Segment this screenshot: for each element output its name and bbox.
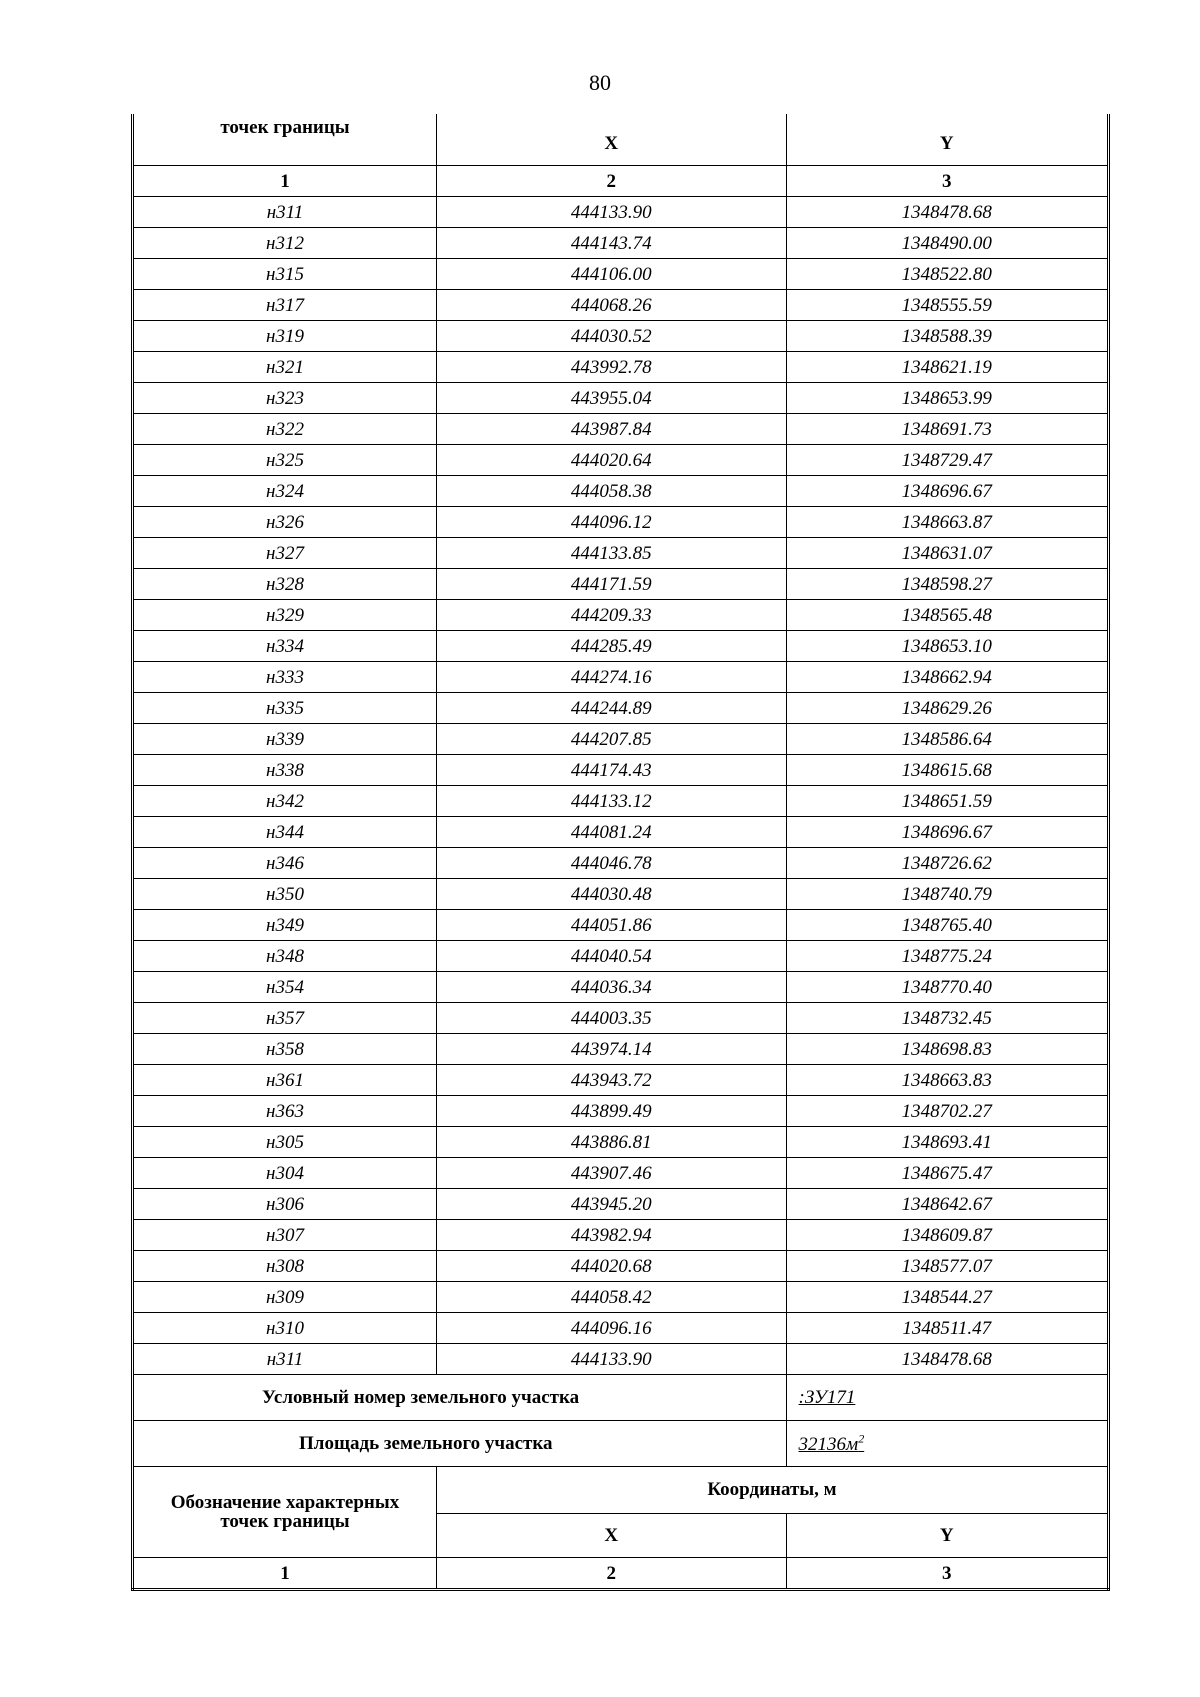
column-number: 2 — [436, 166, 786, 197]
x-coordinate-cell: 444051.86 — [436, 910, 786, 941]
x-coordinate-cell: 444081.24 — [436, 817, 786, 848]
point-id-cell: н306 — [133, 1189, 437, 1220]
point-id-cell: н344 — [133, 817, 437, 848]
column-number: 3 — [786, 1558, 1108, 1590]
y-coordinate-cell: 1348621.19 — [786, 352, 1108, 383]
x-coordinate-cell: 444274.16 — [436, 662, 786, 693]
x-coordinate-cell: 444133.90 — [436, 197, 786, 228]
x-coordinate-cell: 443945.20 — [436, 1189, 786, 1220]
table-row — [133, 755, 1109, 786]
table-row — [133, 228, 1109, 259]
y-coordinate-cell: 1348555.59 — [786, 290, 1108, 321]
y-coordinate-cell: 1348478.68 — [786, 1344, 1108, 1375]
point-id-cell: н348 — [133, 941, 437, 972]
point-id-cell: н342 — [133, 786, 437, 817]
table-row — [133, 1282, 1109, 1313]
table-row — [133, 972, 1109, 1003]
table-row — [133, 848, 1109, 879]
column-number-row — [133, 1558, 1109, 1590]
point-id-cell: н312 — [133, 228, 437, 259]
point-id-cell: н338 — [133, 755, 437, 786]
point-id-cell: н309 — [133, 1282, 437, 1313]
x-coordinate-cell: 444207.85 — [436, 724, 786, 755]
point-id-cell: н329 — [133, 600, 437, 631]
point-id-cell: н310 — [133, 1313, 437, 1344]
points-designation-line1: Обозначение характерных — [170, 1492, 400, 1513]
point-id-cell: н354 — [133, 972, 437, 1003]
column-number: 1 — [133, 1558, 437, 1590]
table-row — [133, 445, 1109, 476]
coordinates-table-body — [133, 114, 1109, 1590]
parcel-area-label: Площадь земельного участка — [133, 1421, 787, 1467]
table-row — [133, 1065, 1109, 1096]
x-coordinate-cell: 444174.43 — [436, 755, 786, 786]
point-id-cell: н304 — [133, 1158, 437, 1189]
y-coordinate-cell: 1348522.80 — [786, 259, 1108, 290]
x-coordinate-cell: 444058.42 — [436, 1282, 786, 1313]
page-number: 80 — [589, 70, 611, 95]
table-row — [133, 1096, 1109, 1127]
y-coordinate-cell: 1348662.94 — [786, 662, 1108, 693]
y-coordinate-cell: 1348675.47 — [786, 1158, 1108, 1189]
y-coordinate-cell: 1348544.27 — [786, 1282, 1108, 1313]
y-coordinate-cell: 1348586.64 — [786, 724, 1108, 755]
y-coordinate-cell: 1348696.67 — [786, 817, 1108, 848]
table-row — [133, 910, 1109, 941]
table-row — [133, 538, 1109, 569]
table-row — [133, 600, 1109, 631]
point-id-cell: н333 — [133, 662, 437, 693]
point-id-cell: н326 — [133, 507, 437, 538]
continued-header-row — [133, 114, 1109, 166]
y-coordinate-cell: 1348663.87 — [786, 507, 1108, 538]
y-coordinate-cell: 1348490.00 — [786, 228, 1108, 259]
x-coordinate-cell: 444036.34 — [436, 972, 786, 1003]
x-column-header: X — [436, 1513, 786, 1558]
point-id-cell: н325 — [133, 445, 437, 476]
x-coordinate-cell: 444058.38 — [436, 476, 786, 507]
table-row — [133, 817, 1109, 848]
x-coordinate-cell: 444171.59 — [436, 569, 786, 600]
bottom-header-row — [133, 1467, 1109, 1514]
y-column-header: Y — [786, 114, 1108, 166]
y-coordinate-cell: 1348653.99 — [786, 383, 1108, 414]
point-id-cell: н334 — [133, 631, 437, 662]
x-coordinate-cell: 444133.85 — [436, 538, 786, 569]
table-row — [133, 1003, 1109, 1034]
point-id-cell: н350 — [133, 879, 437, 910]
y-coordinate-cell: 1348609.87 — [786, 1220, 1108, 1251]
point-id-cell: н305 — [133, 1127, 437, 1158]
point-id-cell: н317 — [133, 290, 437, 321]
y-coordinate-cell: 1348663.83 — [786, 1065, 1108, 1096]
y-coordinate-cell: 1348653.10 — [786, 631, 1108, 662]
y-coordinate-cell: 1348511.47 — [786, 1313, 1108, 1344]
points-header-label: точек границы — [133, 114, 437, 166]
table-row — [133, 290, 1109, 321]
y-coordinate-cell: 1348740.79 — [786, 879, 1108, 910]
x-coordinate-cell: 444133.90 — [436, 1344, 786, 1375]
x-coordinate-cell: 444020.64 — [436, 445, 786, 476]
coordinates-table — [131, 114, 1110, 1591]
x-coordinate-cell: 444244.89 — [436, 693, 786, 724]
table-row — [133, 569, 1109, 600]
y-coordinate-cell: 1348698.83 — [786, 1034, 1108, 1065]
y-coordinate-cell: 1348726.62 — [786, 848, 1108, 879]
table-row — [133, 352, 1109, 383]
x-coordinate-cell: 443982.94 — [436, 1220, 786, 1251]
x-coordinate-cell: 444003.35 — [436, 1003, 786, 1034]
point-id-cell: н319 — [133, 321, 437, 352]
table-row — [133, 879, 1109, 910]
point-id-cell: н327 — [133, 538, 437, 569]
table-row — [133, 1189, 1109, 1220]
point-id-cell: н357 — [133, 1003, 437, 1034]
y-coordinate-cell: 1348588.39 — [786, 321, 1108, 352]
table-row — [133, 724, 1109, 755]
y-coordinate-cell: 1348696.67 — [786, 476, 1108, 507]
y-coordinate-cell: 1348729.47 — [786, 445, 1108, 476]
y-coordinate-cell: 1348693.41 — [786, 1127, 1108, 1158]
table-row — [133, 1158, 1109, 1189]
point-id-cell: н311 — [133, 197, 437, 228]
points-designation-header — [133, 1467, 437, 1558]
y-coordinate-cell: 1348732.45 — [786, 1003, 1108, 1034]
y-coordinate-cell: 1348765.40 — [786, 910, 1108, 941]
table-row — [133, 321, 1109, 352]
table-row — [133, 941, 1109, 972]
area-unit-superscript: 2 — [858, 1431, 865, 1446]
x-coordinate-cell: 443992.78 — [436, 352, 786, 383]
table-row — [133, 383, 1109, 414]
y-column-header: Y — [786, 1513, 1108, 1558]
x-coordinate-cell: 444030.52 — [436, 321, 786, 352]
x-coordinate-cell: 444133.12 — [436, 786, 786, 817]
table-row — [133, 197, 1109, 228]
point-id-cell: н328 — [133, 569, 437, 600]
y-coordinate-cell: 1348770.40 — [786, 972, 1108, 1003]
column-number: 1 — [133, 166, 437, 197]
coordinates-header: Координаты, м — [436, 1467, 1108, 1514]
point-id-cell: н363 — [133, 1096, 437, 1127]
x-coordinate-cell: 443899.49 — [436, 1096, 786, 1127]
point-id-cell: н349 — [133, 910, 437, 941]
y-coordinate-cell: 1348691.73 — [786, 414, 1108, 445]
parcel-number-value: :ЗУ171 — [798, 1387, 856, 1408]
x-coordinate-cell: 444046.78 — [436, 848, 786, 879]
x-coordinate-cell: 444209.33 — [436, 600, 786, 631]
y-coordinate-cell: 1348478.68 — [786, 197, 1108, 228]
x-coordinate-cell: 444068.26 — [436, 290, 786, 321]
table-row — [133, 414, 1109, 445]
table-row — [133, 693, 1109, 724]
point-id-cell: н324 — [133, 476, 437, 507]
y-coordinate-cell: 1348651.59 — [786, 786, 1108, 817]
x-coordinate-cell: 444030.48 — [436, 879, 786, 910]
point-id-cell: н323 — [133, 383, 437, 414]
point-id-cell: н311 — [133, 1344, 437, 1375]
point-id-cell: н346 — [133, 848, 437, 879]
parcel-number-label: Условный номер земельного участка — [133, 1375, 787, 1421]
parcel-area-value: $32136м^2$ — [798, 1431, 865, 1456]
table-row — [133, 1251, 1109, 1282]
point-id-cell: н315 — [133, 259, 437, 290]
point-id-cell: н321 — [133, 352, 437, 383]
table-row — [133, 1344, 1109, 1375]
point-id-cell: н308 — [133, 1251, 437, 1282]
table-row — [133, 662, 1109, 693]
x-coordinate-cell: 444096.12 — [436, 507, 786, 538]
y-coordinate-cell: 1348631.07 — [786, 538, 1108, 569]
column-number-row — [133, 166, 1109, 197]
y-coordinate-cell: 1348598.27 — [786, 569, 1108, 600]
table-row — [133, 631, 1109, 662]
x-coordinate-cell: 444143.74 — [436, 228, 786, 259]
table-row — [133, 476, 1109, 507]
x-coordinate-cell: 443987.84 — [436, 414, 786, 445]
table-row — [133, 1220, 1109, 1251]
table-row — [133, 507, 1109, 538]
column-number: 2 — [436, 1558, 786, 1590]
table-row — [133, 259, 1109, 290]
table-row — [133, 1034, 1109, 1065]
point-id-cell: н307 — [133, 1220, 437, 1251]
x-coordinate-cell: 443907.46 — [436, 1158, 786, 1189]
point-id-cell: н358 — [133, 1034, 437, 1065]
x-column-header: X — [436, 114, 786, 166]
x-coordinate-cell: 443886.81 — [436, 1127, 786, 1158]
x-coordinate-cell: 444096.16 — [436, 1313, 786, 1344]
y-coordinate-cell: 1348629.26 — [786, 693, 1108, 724]
x-coordinate-cell: 443955.04 — [436, 383, 786, 414]
point-id-cell: н322 — [133, 414, 437, 445]
parcel-area-row — [133, 1421, 1109, 1467]
x-coordinate-cell: 444285.49 — [436, 631, 786, 662]
point-id-cell: н361 — [133, 1065, 437, 1096]
table-row — [133, 1313, 1109, 1344]
points-designation-line2: точек границы — [220, 1511, 350, 1532]
x-coordinate-cell: 443974.14 — [436, 1034, 786, 1065]
y-coordinate-cell: 1348615.68 — [786, 755, 1108, 786]
point-id-cell: н335 — [133, 693, 437, 724]
column-number: 3 — [786, 166, 1108, 197]
y-coordinate-cell: 1348577.07 — [786, 1251, 1108, 1282]
y-coordinate-cell: 1348702.27 — [786, 1096, 1108, 1127]
y-coordinate-cell: 1348775.24 — [786, 941, 1108, 972]
x-coordinate-cell: 444020.68 — [436, 1251, 786, 1282]
x-coordinate-cell: 444106.00 — [436, 259, 786, 290]
table-row — [133, 1127, 1109, 1158]
parcel-number-row — [133, 1375, 1109, 1421]
y-coordinate-cell: 1348565.48 — [786, 600, 1108, 631]
x-coordinate-cell: 444040.54 — [436, 941, 786, 972]
x-coordinate-cell: 443943.72 — [436, 1065, 786, 1096]
y-coordinate-cell: 1348642.67 — [786, 1189, 1108, 1220]
point-id-cell: н339 — [133, 724, 437, 755]
table-row — [133, 786, 1109, 817]
